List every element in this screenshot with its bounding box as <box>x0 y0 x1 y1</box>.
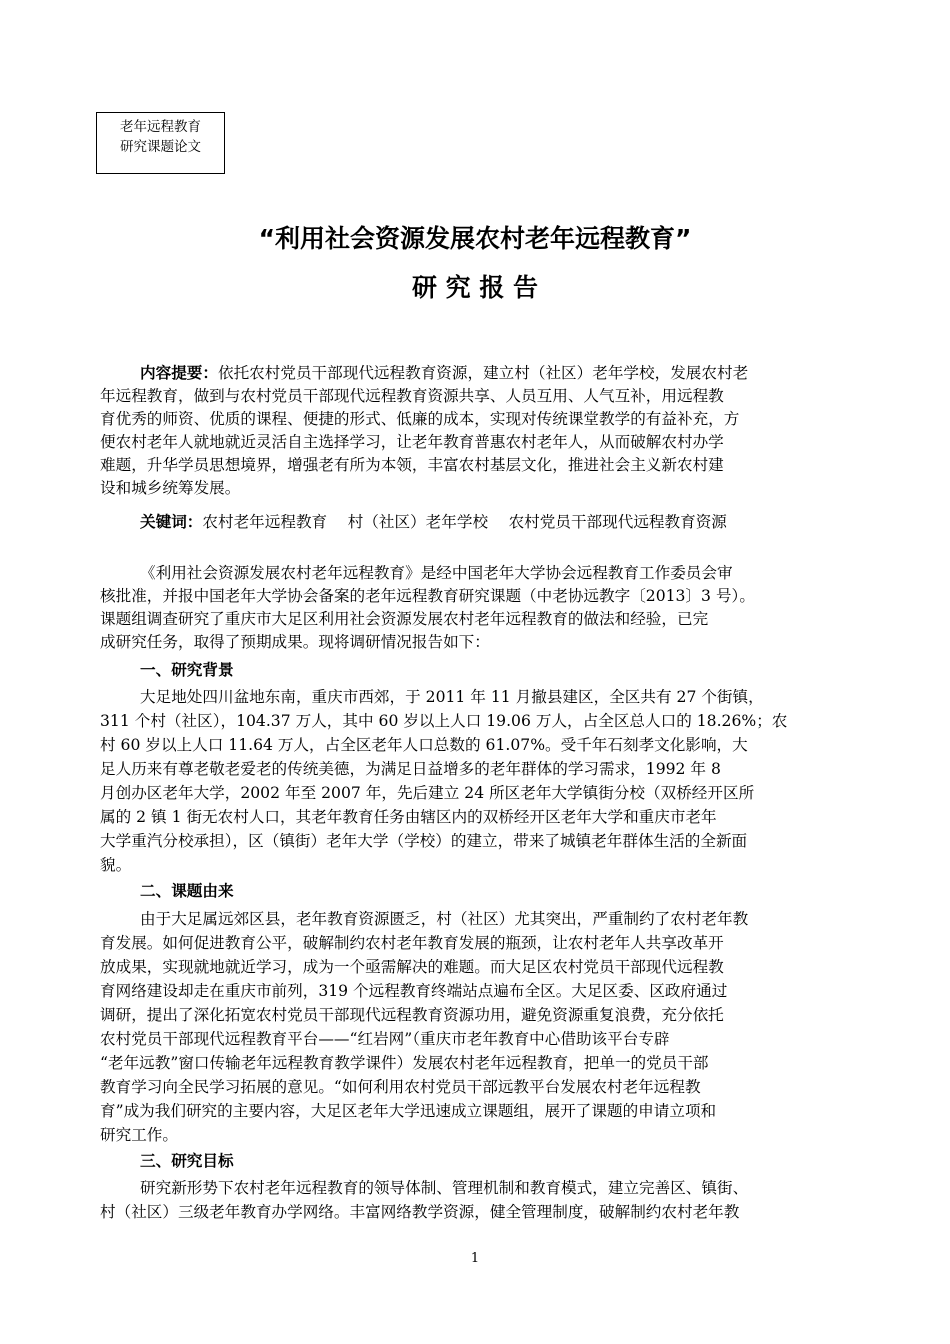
abstract-text: 依托农村党员干部现代远程教育资源，建立村（社区）老年学校，发展农村老 <box>217 364 749 382</box>
section-heading: 三、研究目标 <box>140 1152 234 1170</box>
body-line: 调研，提出了深化拓宽农村党员干部现代远程教育资源功用，避免资源重复浪费，充分依托 <box>100 1006 724 1024</box>
category-line-2: 研究课题论文 <box>120 139 201 155</box>
body-line: 大足地处四川盆地东南，重庆市西郊，于 2011 年 11 月撤县建区，全区共有 27 个街镇， <box>140 688 764 706</box>
abstract-line: 设和城乡统筹发展。 <box>100 479 241 497</box>
abstract-line: 育优秀的师资、优质的课程、便捷的形式、低廉的成本，实现对传统课堂教学的有益补充，方 <box>100 410 740 428</box>
body-line: 育网络建设却走在重庆市前列，319 个远程教育终端站点遍布全区。大足区委、区政府通过 <box>100 982 728 1000</box>
body-line: 育”成为我们研究的主要内容，大足区老年大学迅速成立课题组，展开了课题的申请立项和 <box>100 1102 717 1120</box>
body-line: 大学重汽分校承担），区（镇街）老年大学（学校）的建立，带来了城镇老年群体生活的全新面 <box>100 832 748 850</box>
body-line: 研究工作。 <box>100 1126 178 1144</box>
abstract-line: 便农村老年人就地就近灵活自主选择学习，让老年教育普惠农村老年人，从而破解农村办学 <box>100 433 724 451</box>
body-line: 属的 2 镇 1 街无农村人口，其老年教育任务由辖区内的双桥经开区老年大学和重庆市老年 <box>100 808 717 826</box>
category-line-1: 老年远程教育 <box>120 119 201 135</box>
body-line: 村（社区）三级老年教育办学网络。丰富网络教学资源，健全管理制度，破解制约农村老年教 <box>100 1203 740 1221</box>
body-line: 311 个村（社区），104.37 万人，其中 60 岁以上人口 19.06 万人，占全区总人口的 18.26%；农 <box>100 712 788 730</box>
intro-line: 成研究任务，取得了预期成果。现将调研情况报告如下： <box>100 633 490 651</box>
paper-category-box <box>96 112 225 174</box>
section-heading: 二、课题由来 <box>140 882 234 900</box>
document-title: “利用社会资源发展农村老年远程教育” <box>258 224 692 253</box>
body-line: 足人历来有尊老敬老爱老的传统美德，为满足日益增多的老年群体的学习需求，1992 年 8 <box>100 760 721 778</box>
section-heading: 一、研究背景 <box>140 661 234 679</box>
intro-line: 课题组调查研究了重庆市大足区利用社会资源发展农村老年远程教育的做法和经验，已完 <box>100 610 709 628</box>
abstract-line <box>140 362 950 384</box>
keywords-label: 关键词： <box>140 513 203 531</box>
body-line: 教育学习向全民学习拓展的意见。“如何利用农村党员干部远教平台发展农村老年远程教 <box>100 1078 701 1096</box>
intro-line: 核批准，并报中国老年大学协会备案的老年远程教育研究课题（中老协远教字〔2013〕3 号）。 <box>100 587 755 605</box>
keywords-line <box>140 511 950 533</box>
body-line: 貌。 <box>100 856 132 874</box>
abstract-line: 年远程教育，做到与农村党员干部现代远程教育资源共享、人员互用、人气互补，用远程教 <box>100 387 724 405</box>
body-line: “老年远教”窗口传输老年远程教育教学课件）发展农村老年远程教育，把单一的党员干部 <box>100 1054 709 1072</box>
body-line: 月创办区老年大学，2002 年至 2007 年，先后建立 24 所区老年大学镇街分校（双桥经开区所 <box>100 784 755 802</box>
keywords-text: 农村老年远程教育 村（社区）老年学校 农村党员干部现代远程教育资源 <box>202 513 727 531</box>
body-line: 农村党员干部现代远程教育平台——“红岩网”（重庆市老年教育中心借助该平台专辟 <box>100 1030 670 1048</box>
document-subtitle: 研 究 报 告 <box>411 273 539 302</box>
body-line: 村 60 岁以上人口 11.64 万人，占全区老年人口总数的 61.07%。受千年石刻孝文化影响，大 <box>100 736 748 754</box>
abstract-line: 难题，升华学员思想境界，增强老有所为本领，丰富农村基层文化，推进社会主义新农村建 <box>100 456 724 474</box>
body-line: 育发展。如何促进教育公平，破解制约农村老年教育发展的瓶颈，让农村老年人共享改革开 <box>100 934 724 952</box>
body-line: 由于大足属远郊区县，老年教育资源匮乏，村（社区）尤其突出，严重制约了农村老年教 <box>140 910 749 928</box>
intro-line: 《利用社会资源发展农村老年远程教育》是经中国老年大学协会远程教育工作委员会审 <box>140 564 733 582</box>
body-line: 研究新形势下农村老年远程教育的领导体制、管理机制和教育模式，建立完善区、镇街、 <box>140 1179 749 1197</box>
abstract-label: 内容提要： <box>140 364 218 382</box>
page-number: 1 <box>470 1251 480 1266</box>
body-line: 放成果，实现就地就近学习，成为一个亟需解决的难题。而大足区农村党员干部现代远程教 <box>100 958 724 976</box>
